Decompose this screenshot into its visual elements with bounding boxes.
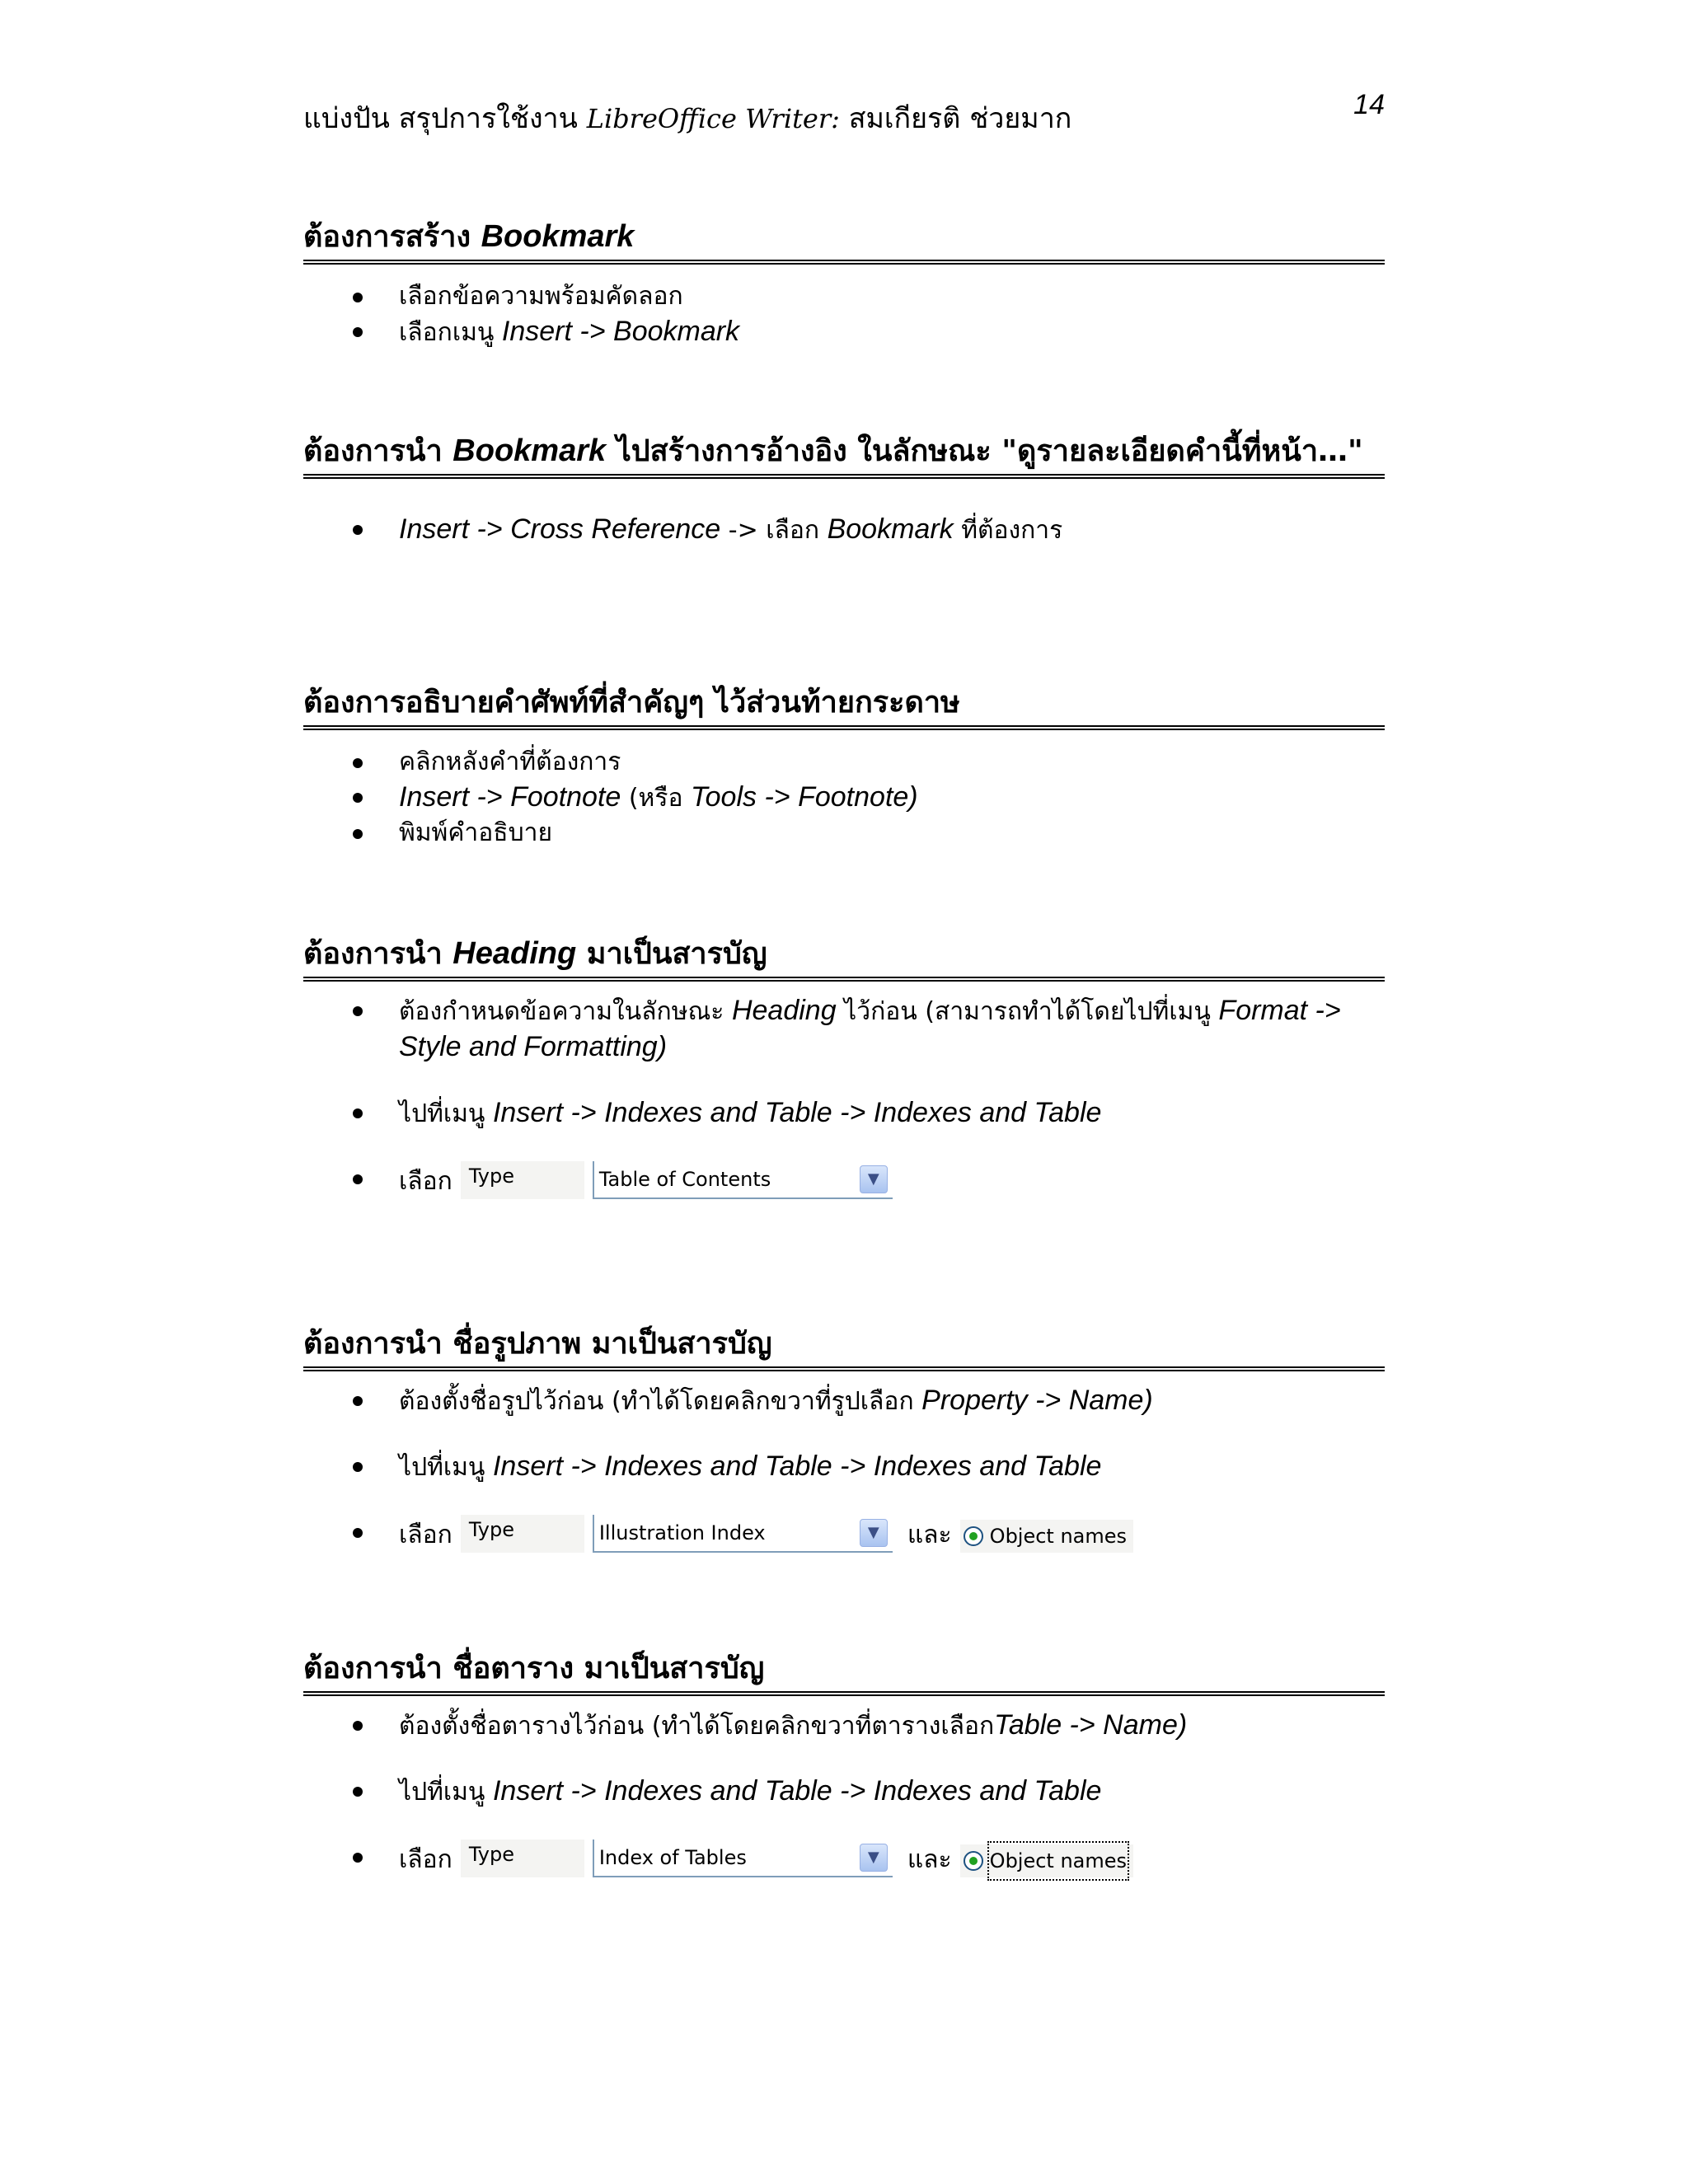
list-item: Insert -> Cross Reference -> เลือก Bookmark ที่ต้องการ — [303, 512, 1385, 548]
bullet-list — [303, 279, 1385, 350]
list-item: ต้องตั้งชื่อตารางไว้ก่อน (ทำได้โดยคลิกขวาที่ตารางเลือกTable -> Name) — [303, 1708, 1385, 1744]
radio-label: Object names — [989, 1525, 1128, 1548]
select-lead-text: เลือก — [399, 1521, 452, 1549]
list-item — [303, 1840, 1385, 1877]
heading-text: ต้องการนำ ชื่อรูปภาพ มาเป็นสารบัญ — [303, 1327, 772, 1361]
list-item: ไปที่เมนู Insert -> Indexes and Table -> Indexes and Table — [303, 1774, 1385, 1810]
radio-selected-icon[interactable] — [964, 1526, 983, 1546]
heading-emphasis: Bookmark — [481, 219, 635, 254]
heading-text-post: มาเป็นสารบัญ — [586, 937, 767, 971]
select-lead-text: เลือก — [399, 1167, 452, 1196]
section-heading — [303, 1324, 1385, 1371]
chevron-down-icon[interactable]: ▼ — [860, 1844, 888, 1872]
radio-label: Object names — [990, 1844, 1127, 1878]
radio-selected-icon[interactable] — [964, 1851, 983, 1871]
section-table-index — [303, 1648, 1385, 1877]
type-label: Type — [461, 1161, 584, 1199]
section-bookmark-cross-reference — [303, 430, 1385, 548]
list-item: Insert -> Footnote (หรือ Tools -> Footnote) — [303, 780, 1385, 816]
section-heading — [303, 430, 1385, 479]
section-heading — [303, 216, 1385, 265]
list-item: เลือกเมนู Insert -> Bookmark — [303, 314, 1385, 350]
section-heading — [303, 682, 1385, 730]
heading-text-post: ไปสร้างการอ้างอิง ในลักษณะ "ดูรายละเอียดคำนี้ที่หน้า…" — [616, 434, 1363, 468]
section-footnote — [303, 682, 1385, 851]
list-item — [303, 1515, 1385, 1553]
combobox-value: Table of Contents — [598, 1168, 771, 1191]
heading-text: ต้องการนำ — [303, 434, 443, 468]
header-author: สมเกียรติ ช่วยมาก — [848, 102, 1072, 135]
bullet-list — [303, 745, 1385, 851]
list-item: ต้องกำหนดข้อความในลักษณะ Heading ไว้ก่อน (สามารถทำได้โดยไปที่เมนู Format -> Style and Formatting) — [303, 993, 1385, 1066]
and-text: และ — [907, 1845, 952, 1874]
bullet-list — [303, 512, 1385, 548]
page-number: 14 — [1353, 89, 1385, 120]
combobox-value: Illustration Index — [598, 1521, 766, 1544]
list-item: ต้องตั้งชื่อรูปไว้ก่อน (ทำได้โดยคลิกขวาที่รูปเลือก Property -> Name) — [303, 1383, 1385, 1419]
section-heading — [303, 933, 1385, 982]
heading-text: ต้องการนำ ชื่อตาราง มาเป็นสารบัญ — [303, 1652, 765, 1685]
heading-emphasis: Heading — [452, 936, 577, 971]
type-combobox[interactable] — [593, 1840, 893, 1877]
list-item: ไปที่เมนู Insert -> Indexes and Table -> Indexes and Table — [303, 1449, 1385, 1485]
chevron-down-icon[interactable]: ▼ — [860, 1165, 888, 1193]
section-heading — [303, 1648, 1385, 1696]
type-combobox[interactable] — [593, 1161, 893, 1199]
object-names-radio[interactable] — [960, 1520, 1133, 1553]
chevron-down-icon[interactable]: ▼ — [860, 1519, 888, 1547]
heading-text: ต้องการสร้าง — [303, 220, 471, 254]
heading-text: ต้องการอธิบายคำศัพท์ที่สำคัญๆ ไว้ส่วนท้ายกระดาษ — [303, 686, 960, 719]
list-item: ไปที่เมนู Insert -> Indexes and Table -> Indexes and Table — [303, 1095, 1385, 1132]
section-heading-toc — [303, 933, 1385, 1199]
bullet-list — [303, 993, 1385, 1199]
and-text: และ — [907, 1521, 952, 1549]
running-header — [303, 99, 1071, 138]
type-label: Type — [461, 1840, 584, 1877]
list-item: พิมพ์คำอธิบาย — [303, 816, 1385, 851]
section-create-bookmark — [303, 216, 1385, 350]
type-label: Type — [461, 1515, 584, 1553]
combobox-value: Index of Tables — [598, 1846, 747, 1869]
list-item: คลิกหลังคำที่ต้องการ — [303, 745, 1385, 780]
object-names-radio[interactable] — [960, 1844, 1133, 1877]
bullet-list — [303, 1708, 1385, 1877]
heading-emphasis: Bookmark — [452, 434, 607, 468]
list-item: เลือกข้อความพร้อมคัดลอก — [303, 279, 1385, 314]
header-title-app: LibreOffice Writer: — [586, 103, 840, 134]
select-lead-text: เลือก — [399, 1845, 452, 1874]
header-title-prefix: แบ่งปัน สรุปการใช้งาน — [303, 102, 578, 135]
type-combobox[interactable] — [593, 1515, 893, 1553]
section-image-index — [303, 1324, 1385, 1553]
bullet-list — [303, 1383, 1385, 1553]
list-item — [303, 1161, 1385, 1199]
heading-text: ต้องการนำ — [303, 937, 443, 971]
